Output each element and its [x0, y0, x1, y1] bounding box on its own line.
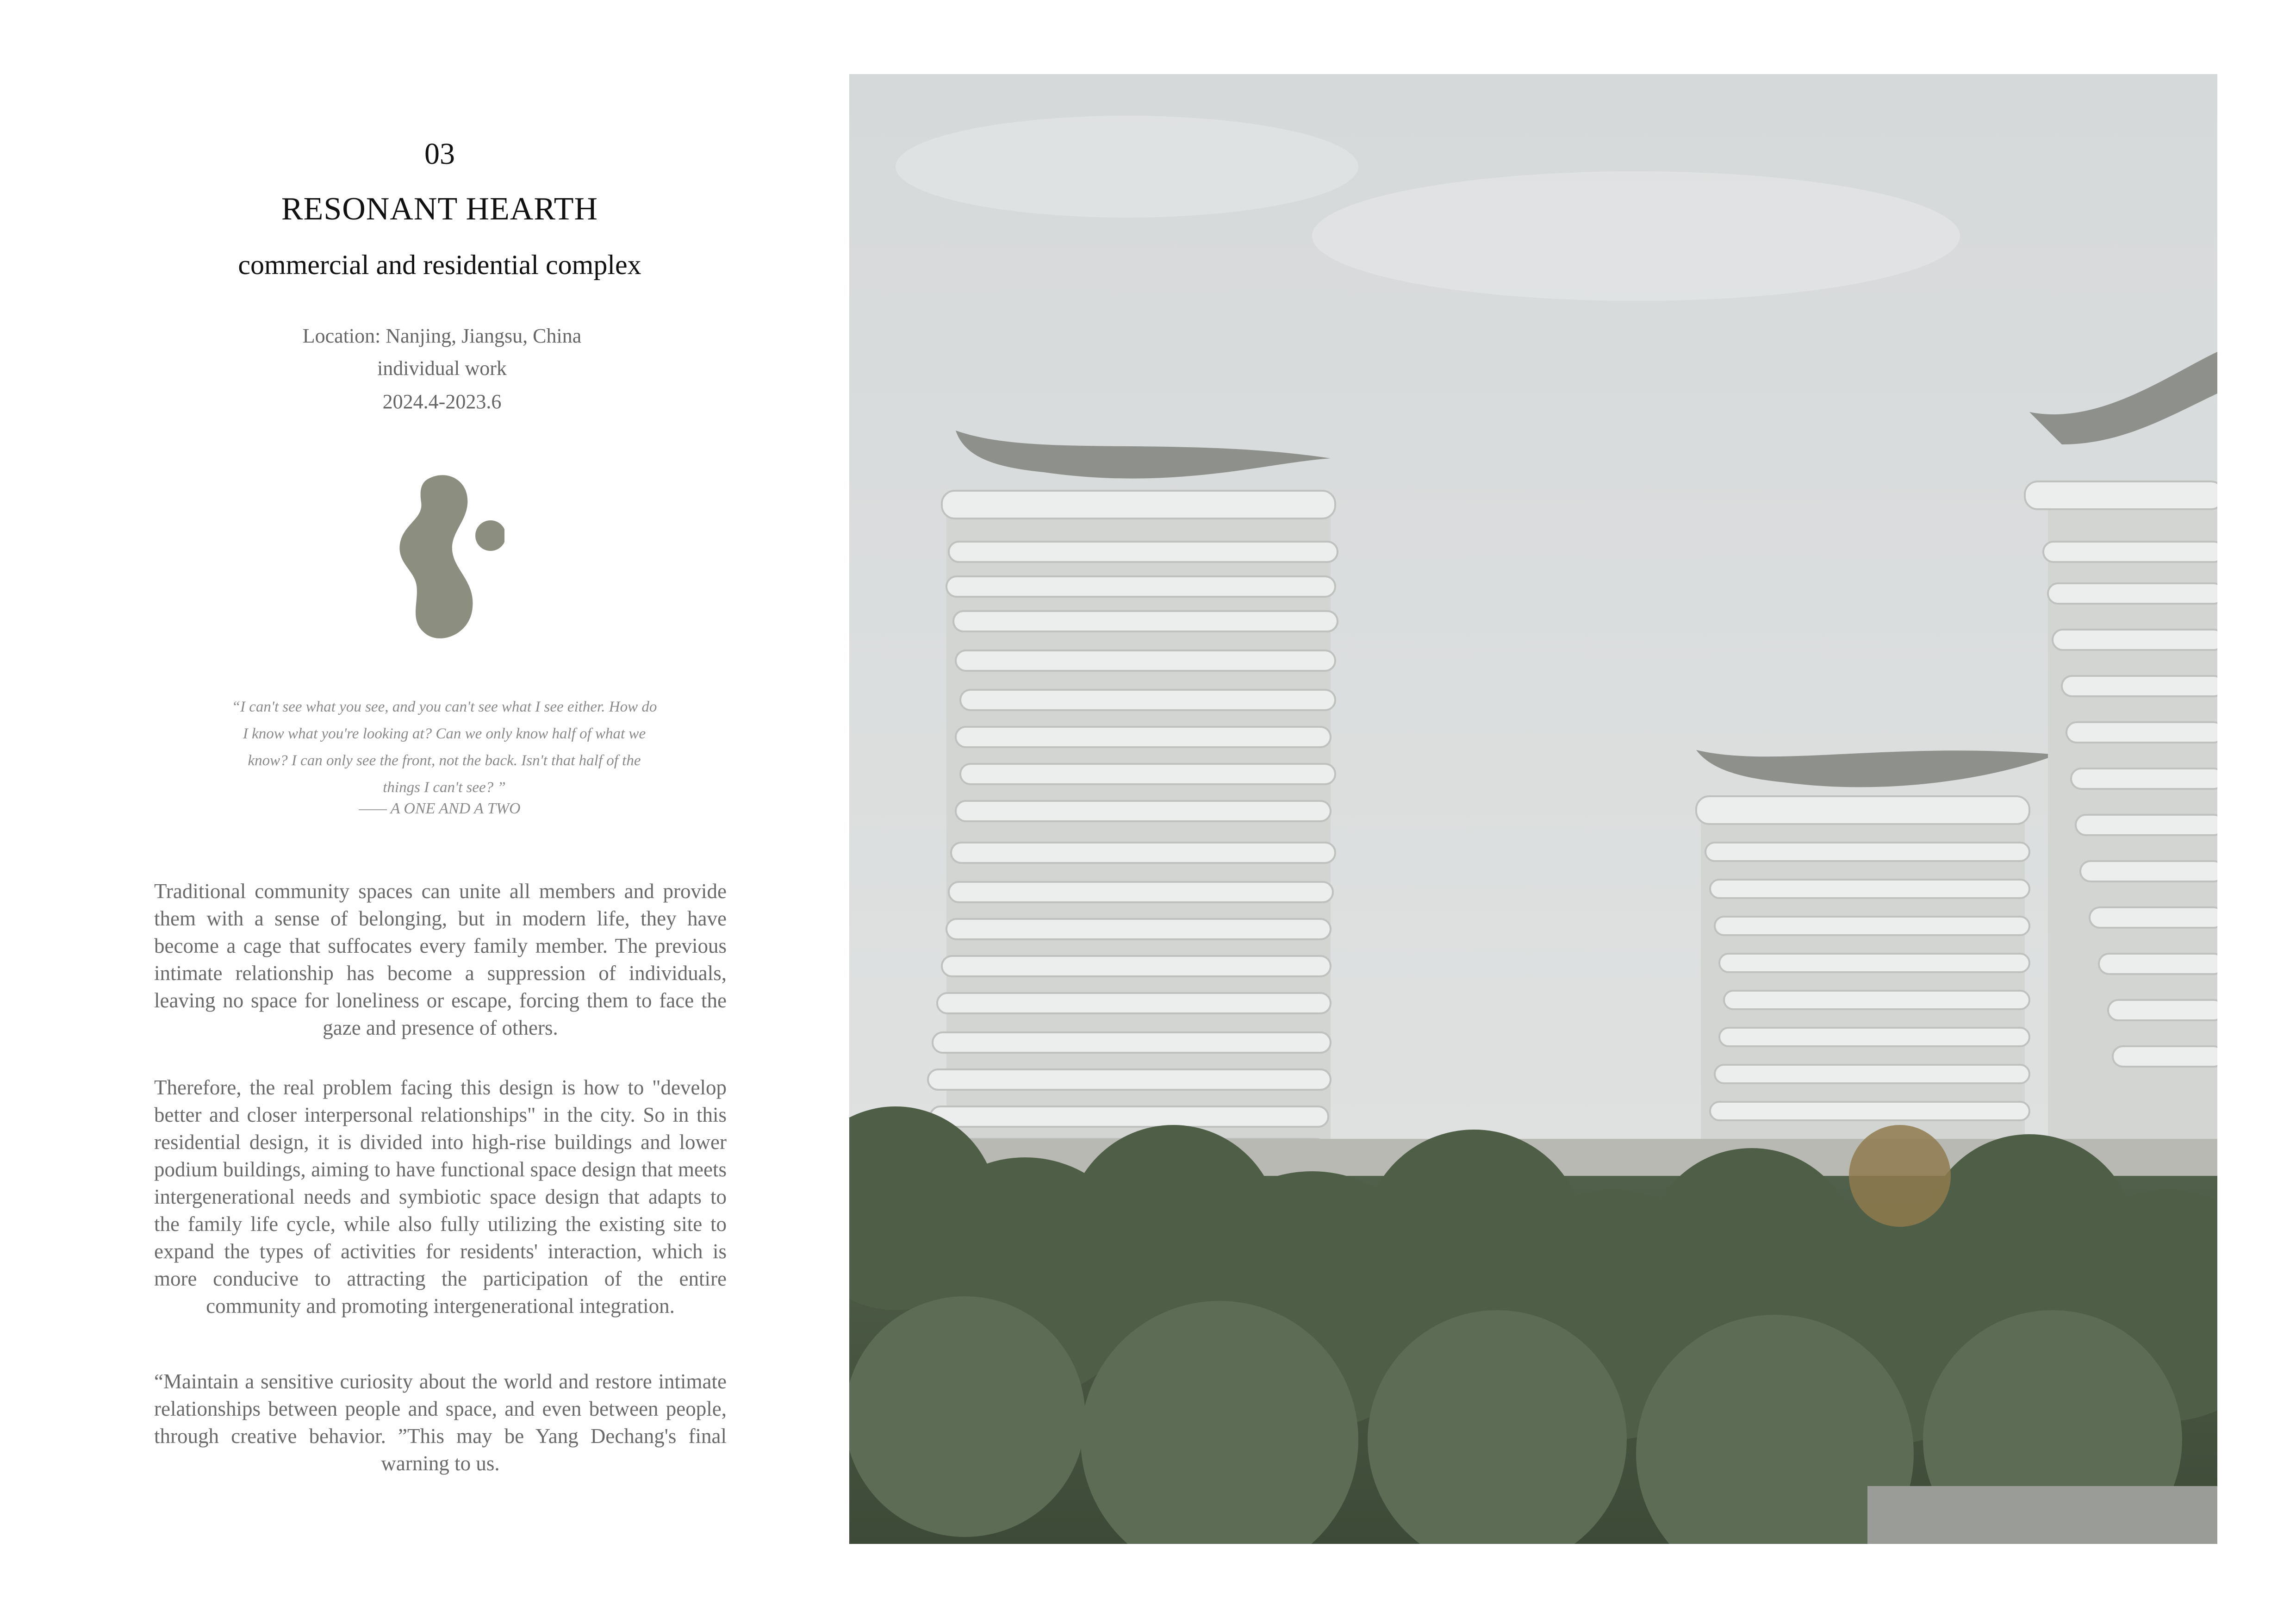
paragraph-context: Traditional community spaces can unite all members and provide them with a sense of belonging, but in modern life, they have become a cage that suffocates every family member. The previous intimate relationship has become a suppression of individuals, leaving no space for loneliness or escape, forcing them to face the gaze and presence of others. — [154, 880, 727, 1039]
architectural-rendering — [849, 74, 2217, 1544]
blob-logo-icon — [398, 472, 504, 643]
middle-tower — [1696, 750, 2057, 1167]
project-title: RESONANT HEARTH — [281, 191, 598, 227]
left-tower — [928, 431, 1338, 1171]
quote-attribution: —— A ONE AND A TWO — [359, 800, 521, 817]
paragraph-design-problem: Therefore, the real problem facing this design is how to "develop better and closer interpersonal relationships" in the city. So in this residential design, it is divided into high-rise buildings and lower podium buildings, aiming to have functional space design that meets intergenerational needs and symbiotic space design that adapts to the family life cycle, while also fully utilizing the existing site to expand the types of activities for residents' interaction, which is more conducive to attracting the participation of the entire community and promoting intergenerational integration. — [154, 1076, 727, 1318]
project-number: 03 — [424, 137, 455, 171]
project-location: Location: Nanjing, Jiangsu, China — [302, 325, 582, 347]
project-subtitle: commercial and residential complex — [238, 250, 641, 280]
project-dates: 2024.4-2023.6 — [382, 390, 502, 413]
paragraph-closing-quote: “Maintain a sensitive curiosity about the world and restore intimate relationships between people and space, and even between people, through creative behavior. ”This may be Yang Dechang's final warning to us. — [154, 1370, 727, 1475]
tower-render-illustration — [849, 74, 2217, 1544]
project-work-type: individual work — [377, 357, 507, 380]
film-quote: “I can't see what you see, and you can't see what I see either. How do I know what you're looking at? Can we only know half of what we know? I can only see the front, not the back. Isn't that half of the things I can't see? ” — [231, 699, 657, 796]
text-column — [0, 0, 852, 1624]
